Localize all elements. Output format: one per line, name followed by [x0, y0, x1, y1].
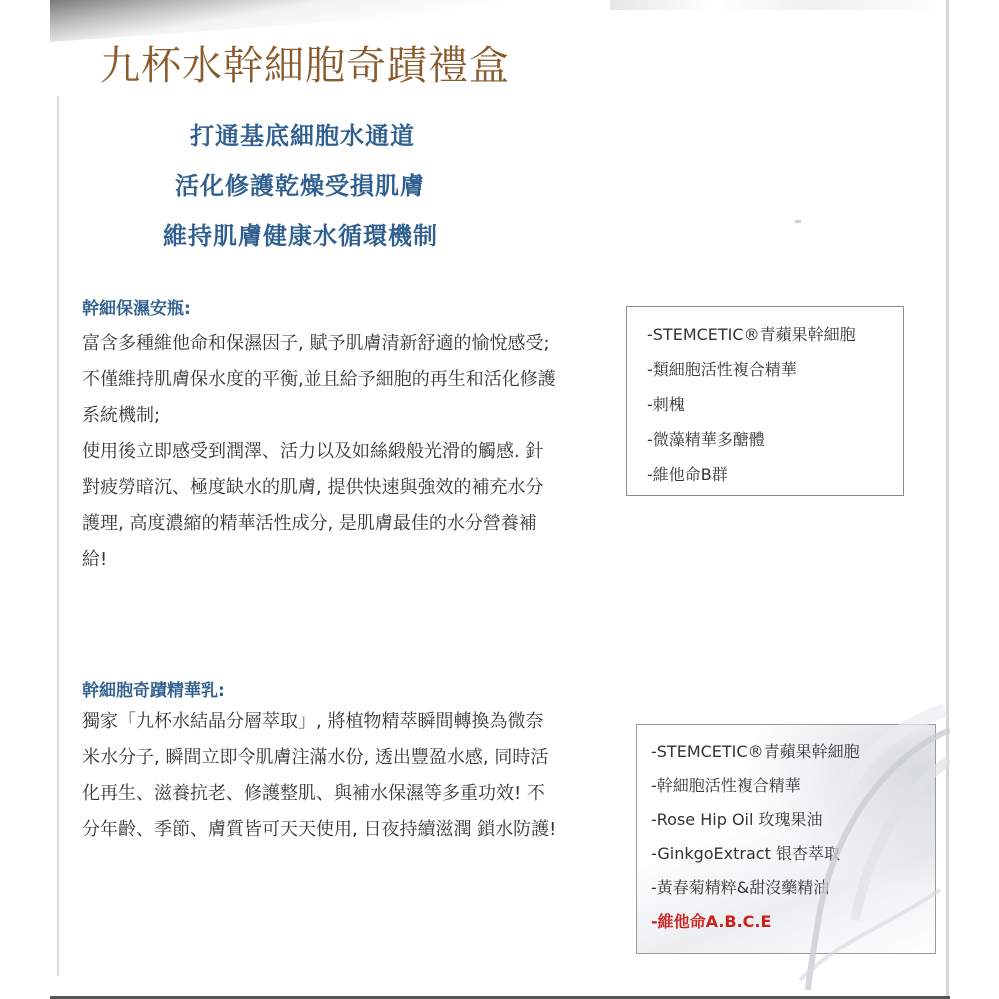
ingredient-item: -STEMCETIC®青蘋果幹細胞 — [651, 742, 860, 761]
decorative-speck — [795, 220, 801, 223]
ingredient-item: -刺槐 — [647, 395, 685, 414]
ingredient-item-vitamins: -維他命A.B.C.E — [651, 912, 772, 931]
ingredient-item: -黃春菊精粹&甜沒藥精油 — [651, 878, 830, 897]
right-border — [946, 0, 949, 999]
decorative-stripe-top — [610, 0, 950, 10]
tagline-2: 活化修護乾燥受損肌膚 — [175, 172, 425, 200]
ingredient-item: -維他命B群 — [647, 465, 728, 484]
section-body-serum — [82, 704, 557, 848]
section-heading-serum: 幹細胞奇蹟精華乳: — [82, 681, 225, 701]
page-title: 九杯水幹細胞奇蹟禮盒 — [100, 43, 510, 89]
tagline-3: 維持肌膚健康水循環機制 — [163, 222, 438, 250]
tagline-1: 打通基底細胞水通道 — [190, 122, 415, 150]
ingredient-box-serum — [636, 724, 936, 954]
serum-paragraph: 獨家「九杯水結晶分層萃取」, 將植物精萃瞬間轉換為微奈米水分子, 瞬間立即令肌膚注滿水份, 透出豐盈水感, 同時活化再生、滋養抗老、修護整肌、與補水保濕等多重功效! 不分年齡、季節、膚質皆可天天使用, 日夜持續滋潤 鎖水防護! — [82, 711, 557, 840]
section-heading-ampoule: 幹細保濕安瓶: — [82, 299, 191, 319]
section-body-ampoule — [82, 326, 557, 578]
ampoule-paragraph-2: 使用後立即感受到潤澤、活力以及如絲緞般光滑的觸感. 針對疲勞暗沉、極度缺水的肌膚, 提供快速與強效的補充水分護理, 高度濃縮的精華活性成分, 是肌膚最佳的水分營養補給! — [82, 441, 544, 570]
ampoule-paragraph-1: 富含多種維他命和保濕因子, 賦予肌膚清新舒適的愉悅感受; 不僅維持肌膚保水度的平衡,並且給予細胞的再生和活化修護系統機制; — [82, 333, 556, 426]
ingredient-item: -微藻精華多醣體 — [647, 430, 765, 449]
ingredient-box-ampoule — [626, 306, 904, 496]
ingredient-item: -幹細胞活性複合精華 — [651, 776, 801, 795]
ingredient-item: -STEMCETIC®青蘋果幹細胞 — [647, 325, 856, 344]
ingredient-item: -Rose Hip Oil 玫瑰果油 — [651, 810, 823, 829]
ingredient-list — [651, 735, 935, 939]
ingredient-item: -GinkgoExtract 银杏萃取 — [651, 844, 840, 863]
ingredient-list — [647, 317, 903, 492]
left-divider — [57, 96, 59, 976]
ingredient-item: -類細胞活性複合精華 — [647, 360, 797, 379]
